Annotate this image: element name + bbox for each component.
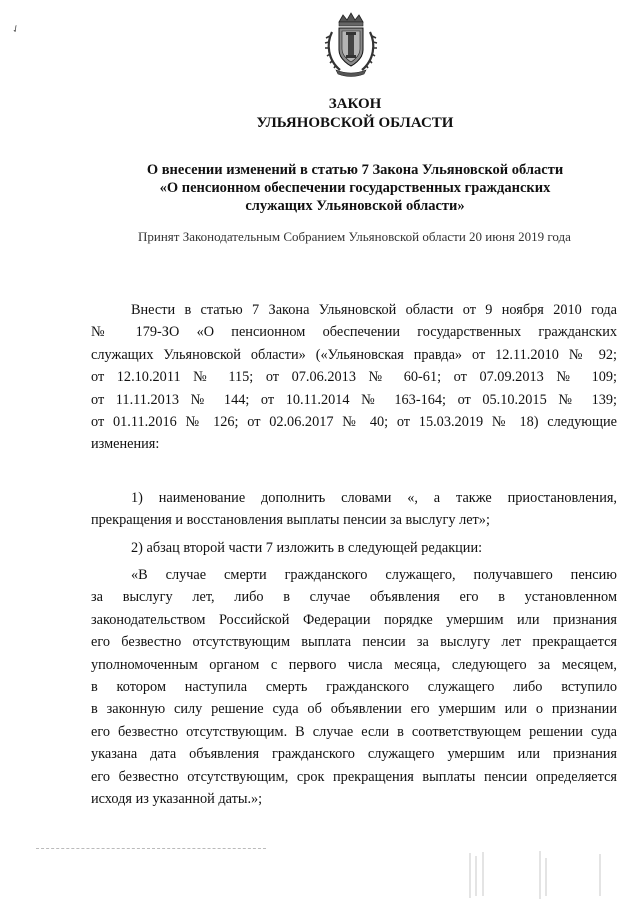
text-line: указана дата объявления гражданского служащего умершим или признания bbox=[91, 746, 617, 763]
text-line: в котором наступила смерть гражданского служащего либо вступило bbox=[91, 678, 617, 695]
text-line: его безвестно отсутствующим, срок прекращения выплаты пенсии определяется bbox=[91, 768, 617, 785]
text-line: исходя из указанной даты.»; bbox=[91, 790, 263, 807]
text-line: в законную силу решение суда об объявлении его умершим или о признании bbox=[91, 701, 617, 718]
law-title-line2: УЛЬЯНОВСКОЙ ОБЛАСТИ bbox=[256, 115, 454, 131]
amendment-item-2 bbox=[91, 537, 617, 559]
law-title bbox=[0, 95, 640, 133]
text-line: от 11.11.2013 № 144; от 10.11.2014 № 163-164; от 05.10.2015 № 139; bbox=[91, 391, 617, 408]
intro-paragraph bbox=[91, 299, 617, 456]
adoption-note: Принят Законодательным Собранием Ульяновской области 20 июня 2019 года bbox=[138, 229, 571, 244]
amendment-item-1 bbox=[91, 487, 617, 532]
scan-artifacts bbox=[0, 848, 640, 905]
text-line: прекращения и восстановления выплаты пенсии за выслугу лет»; bbox=[91, 512, 490, 529]
text-line: «В случае смерти гражданского служащего, получавшего пенсию bbox=[131, 567, 617, 583]
text-line: от 01.11.2016 № 126; от 02.06.2017 № 40; от 15.03.2019 № 18) следующие bbox=[91, 413, 617, 430]
scan-mark: ✓ bbox=[9, 22, 23, 37]
law-title-line1: ЗАКОН bbox=[328, 96, 382, 112]
text-line: его безвестно отсутствующим. В случае если в соответствующем решении суда bbox=[91, 723, 617, 740]
text-line: законодательством Российской Федерации порядке умершим или признания bbox=[91, 611, 617, 628]
amendment-quote bbox=[91, 564, 617, 810]
text-line: 2) абзац второй части 7 изложить в следующей редакции: bbox=[131, 540, 483, 556]
text-line: уполномоченным органом с первого числа месяца, следующего за месяцем, bbox=[91, 656, 617, 673]
text-line: изменения: bbox=[91, 436, 160, 453]
text-line: Внести в статью 7 Закона Ульяновской области от 9 ноября 2010 года bbox=[131, 302, 617, 318]
text-line: служащих Ульяновской области» («Ульяновская правда» от 12.11.2010 № 92; bbox=[91, 346, 617, 363]
text-line: 1) наименование дополнить словами «, а также приостановления, bbox=[131, 490, 617, 506]
law-subject-line3: служащих Ульяновской области» bbox=[245, 198, 465, 214]
text-line: за выслугу лет, либо в случае объявления его в установленном bbox=[91, 589, 617, 606]
text-line: № 179-ЗО «О пенсионном обеспечении государственных гражданских bbox=[91, 324, 617, 341]
coat-of-arms-icon bbox=[322, 12, 380, 78]
law-subject-line1: О внесении изменений в статью 7 Закона Ульяновской области bbox=[146, 162, 564, 178]
law-subject-line2: «О пенсионном обеспечении государственных гражданских bbox=[159, 180, 551, 196]
text-line: его безвестно отсутствующим выплата пенсии за выслугу лет прекращается bbox=[91, 634, 617, 651]
law-subject bbox=[0, 161, 640, 215]
text-line: от 12.10.2011 № 115; от 07.06.2013 № 60-61; от 07.09.2013 № 109; bbox=[91, 369, 617, 386]
